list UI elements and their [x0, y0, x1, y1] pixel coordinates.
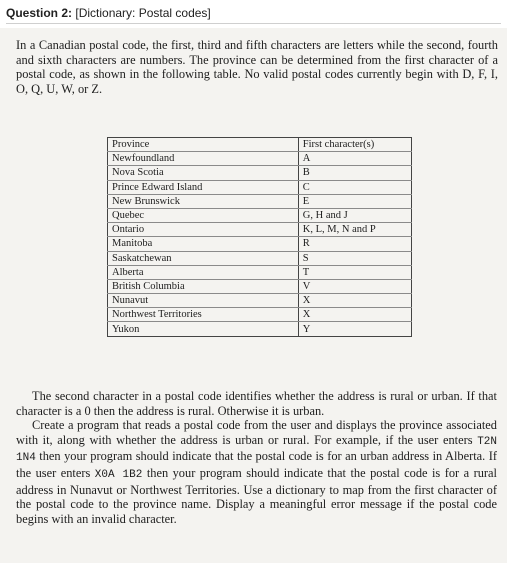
example-code-urban: T2N 1N4 — [16, 435, 497, 465]
character-cell: E — [298, 194, 411, 208]
example-code-rural: X0A 1B2 — [94, 468, 143, 481]
character-cell: A — [298, 152, 411, 166]
task-paragraph — [16, 418, 497, 526]
province-cell: Prince Edward Island — [108, 180, 299, 194]
province-cell: Nova Scotia — [108, 166, 299, 180]
character-cell: X — [298, 294, 411, 308]
table-row — [108, 308, 412, 322]
province-cell: Yukon — [108, 322, 299, 336]
header-first-character: First character(s) — [298, 138, 411, 152]
table-row — [108, 237, 412, 251]
header-province: Province — [108, 138, 299, 152]
table-row — [108, 223, 412, 237]
character-cell: R — [298, 237, 411, 251]
character-cell: S — [298, 251, 411, 265]
question-label: Question 2: — [6, 6, 73, 20]
exercise-text — [16, 389, 497, 526]
table-row — [108, 180, 412, 194]
table-row — [108, 322, 412, 336]
province-cell: Manitoba — [108, 237, 299, 251]
character-cell: V — [298, 279, 411, 293]
province-cell: Quebec — [108, 208, 299, 222]
intro-paragraph: In a Canadian postal code, the first, third and fifth characters are letters while the second, fourth and sixth characters are numbers. The province can be determined from the first character of a postal code, as shown in the following table. No valid postal codes currently begin with D, F, I, O, Q, U, W, or Z. — [16, 38, 498, 96]
character-cell: B — [298, 166, 411, 180]
character-cell: X — [298, 308, 411, 322]
province-cell: Newfoundland — [108, 152, 299, 166]
province-cell: British Columbia — [108, 279, 299, 293]
textbook-page — [0, 28, 507, 563]
province-table — [107, 137, 412, 337]
character-cell: T — [298, 265, 411, 279]
task-text-2: then your program should indicate that the postal code is for an urban address in Alberta. If the user enters — [16, 449, 497, 480]
province-cell: Northwest Territories — [108, 308, 299, 322]
province-cell: Alberta — [108, 265, 299, 279]
table-row — [108, 194, 412, 208]
province-cell: Saskatchewan — [108, 251, 299, 265]
table-row — [108, 166, 412, 180]
table-row — [108, 294, 412, 308]
table-row — [108, 152, 412, 166]
province-cell: New Brunswick — [108, 194, 299, 208]
table-row — [108, 208, 412, 222]
table-row — [108, 265, 412, 279]
table-header-row — [108, 138, 412, 152]
table-row — [108, 251, 412, 265]
task-text-1: Create a program that reads a postal code from the user and displays the province associated with it, along with whether the address is urban or rural. For example, if the user enters — [16, 418, 497, 447]
rural-urban-paragraph: The second character in a postal code identifies whether the address is rural or urban. If that character is a 0 then the address is rural. Otherwise it is urban. — [16, 389, 497, 418]
table-row — [108, 279, 412, 293]
character-cell: C — [298, 180, 411, 194]
character-cell: K, L, M, N and P — [298, 223, 411, 237]
question-topic: [Dictionary: Postal codes] — [75, 6, 211, 20]
question-heading — [6, 6, 501, 24]
character-cell: Y — [298, 322, 411, 336]
character-cell: G, H and J — [298, 208, 411, 222]
task-text-3: then your program should indicate that the postal code is for a rural address in Nunavut or Northwest Territories. Use a dictionary to map from the first character of the postal code to the province name. Display a meaningful error message if the postal code begins with an invalid character. — [16, 465, 497, 526]
province-cell: Ontario — [108, 223, 299, 237]
province-cell: Nunavut — [108, 294, 299, 308]
